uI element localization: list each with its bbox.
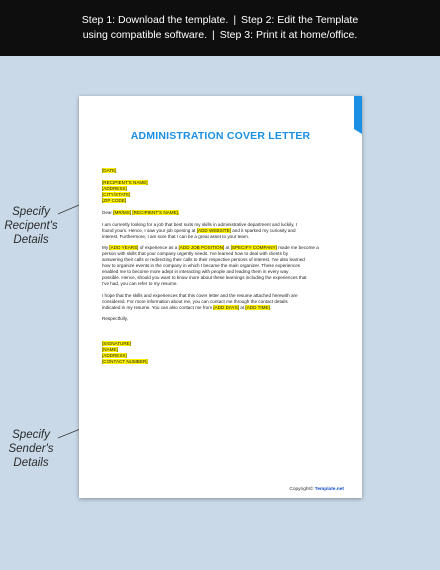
annotation-line: Details — [13, 234, 49, 246]
date-field: [DATE] — [102, 168, 117, 173]
recipient-address-field: [ADDRESS] — [102, 186, 127, 192]
paragraph-text: found yours. Hence, I saw your job opening at — [102, 227, 197, 233]
annotation-line: Details — [13, 457, 49, 469]
paragraph-text: indicated in my resume. You can also contact me from — [102, 304, 214, 310]
paragraph-line: I hope that the skills and experiences that this cover letter and the resume attached herewith are — [102, 292, 298, 298]
paragraph-line: how to organize events in the company in which I became the main organizer. These experiences — [102, 263, 301, 269]
paragraph-text: . — [269, 304, 272, 310]
paragraph-line: enabled me to become more adept in interacting with people and leading them in every way — [102, 269, 289, 275]
days-field: [ADD DAYS] — [213, 304, 240, 310]
salutation — [102, 210, 336, 216]
closing — [102, 316, 336, 322]
banner-step2-cont: using compatible software. — [82, 29, 208, 41]
closing-text: Respectfully, — [102, 315, 128, 321]
paragraph-text: made me become a — [276, 244, 319, 250]
job-position-field: [ADD JOB POSITION] — [178, 244, 225, 250]
brand-link[interactable]: Template.net — [314, 487, 344, 492]
annotation-line: Sender's — [8, 443, 54, 455]
sender-block — [102, 341, 336, 365]
paragraph-line: I am currently looking for a job that best suits my skills in administrative department and luckily, I — [102, 221, 297, 227]
paragraph-text: at — [224, 244, 231, 250]
annotation-line: Specify — [12, 206, 50, 218]
corner-ribbon — [354, 96, 362, 129]
sender-contact-field: [CONTACT NUMBER] — [102, 359, 148, 365]
company-field: [SPECIFY COMPANY] — [230, 244, 277, 250]
date-block — [102, 168, 336, 174]
recipient-annotation — [2, 205, 60, 247]
years-field: [ADD YEARS] — [109, 244, 139, 250]
banner-step3: Step 3: Print it at home/office. — [219, 29, 358, 41]
letter-page — [79, 96, 362, 498]
paragraph-line: answering their calls or redirecting their calls to their respective persons of interest. I've also learned — [102, 257, 305, 263]
letter-body — [102, 168, 336, 371]
copyright-text: Copyright© — [289, 487, 315, 492]
banner-step2: Step 2: Edit the Template — [241, 14, 359, 26]
annotation-line: Recipent's — [4, 220, 58, 232]
paragraph-line: considered. For more information about me, you can contact me through the contact details — [102, 298, 288, 304]
sender-address-field: [ADDRESS] — [102, 353, 127, 359]
recipient-name-field: [RECIPIENT'S NAME] — [102, 180, 148, 186]
paragraph-3 — [102, 293, 336, 311]
recipient-city-field: [CITY/STATE] — [102, 192, 131, 198]
sender-name-field: [NAME] — [102, 346, 118, 352]
paragraph-text: at — [239, 304, 246, 310]
annotation-line: Specify — [12, 429, 50, 441]
banner-separator: | — [233, 14, 237, 26]
paragraph-text: of experience as a — [138, 244, 179, 250]
paragraph-text: and it sparked my curiosity and — [230, 227, 296, 233]
salutation-name-field: [RECIPIENT'S NAME], — [132, 210, 180, 216]
recipient-zip-field: [ZIP CODE] — [102, 198, 127, 204]
paragraph-2 — [102, 245, 336, 288]
title-field: [MR/MS] — [113, 210, 132, 216]
letter-title: ADMINISTRATION COVER LETTER — [130, 130, 311, 142]
paragraph-text: My — [102, 244, 110, 250]
signature-field: [SIGNATURE] — [102, 340, 132, 346]
banner-separator: | — [212, 29, 215, 41]
sender-annotation — [2, 428, 60, 470]
paragraph-line: interest. Furthermore, I am sure that I can be a great asset to your team. — [102, 233, 250, 239]
time-field: [ADD TIME] — [245, 304, 270, 310]
paragraph-line: person with skills that your company urgently needs. I've learned how to deal with clients by — [102, 250, 288, 256]
salutation-text: Dear — [102, 210, 114, 216]
recipient-block — [102, 180, 336, 204]
paragraph-line: possible. Hence, should you want to know more about these learnings including the experiences that — [102, 275, 307, 281]
footer-copyright — [289, 487, 344, 492]
website-field: [ADD WEBSITE] — [196, 227, 231, 233]
paragraph-line: I've had, you can refer to my resume. — [102, 281, 178, 287]
banner-step1: Step 1: Download the template. — [81, 14, 229, 26]
paragraph-1 — [102, 222, 336, 240]
